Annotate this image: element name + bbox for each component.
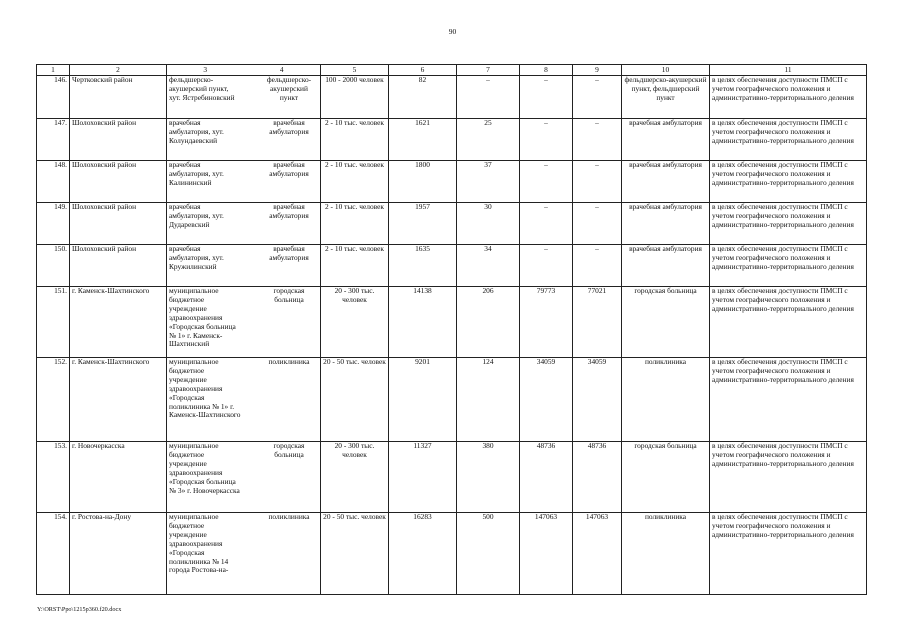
value-cell-6: 1957 xyxy=(389,203,457,245)
organization-name: фельдшерско-акушерский пункт, хут. Ястребиновский xyxy=(169,75,235,102)
value-cell-6: 1800 xyxy=(389,161,457,203)
purpose-cell: в целях обеспечения доступности ПМСП с учетом географического положения и административно-территориального деления xyxy=(710,76,867,119)
table-row xyxy=(37,203,867,245)
value-cell-7: 500 xyxy=(457,513,520,595)
population-range-cell: 2 - 10 тыс. человек xyxy=(321,161,389,203)
organization-type: поликлиника xyxy=(268,357,310,366)
value-cell-7: 34 xyxy=(457,245,520,287)
col-header-10: 10 xyxy=(622,65,710,76)
row-number-cell: 153. xyxy=(37,442,70,513)
facilities-table xyxy=(36,64,867,595)
value-cell-9: 48736 xyxy=(573,442,622,513)
value-cell-9: – xyxy=(573,119,622,161)
col-header-5: 5 xyxy=(321,65,389,76)
organization-cell xyxy=(167,76,321,119)
population-range-cell: 2 - 10 тыс. человек xyxy=(321,203,389,245)
district-cell: Шолоховский район xyxy=(70,203,167,245)
table-row xyxy=(37,161,867,203)
facility-type-cell: врачебная амбулатория xyxy=(622,119,710,161)
value-cell-9: – xyxy=(573,245,622,287)
organization-type: врачебная амбулатория xyxy=(269,118,309,136)
population-range-cell: 100 - 2000 человек xyxy=(321,76,389,119)
organization-type: городская больница xyxy=(273,286,305,304)
facility-type-cell: врачебная амбулатория xyxy=(622,161,710,203)
value-cell-8: 34059 xyxy=(520,358,573,442)
district-cell: г. Каменск-Шахтинского xyxy=(70,358,167,442)
col-header-11: 11 xyxy=(710,65,867,76)
table-row xyxy=(37,245,867,287)
organization-name: врачебная амбулатория, хут. Дударевский xyxy=(169,202,224,229)
value-cell-8: – xyxy=(520,203,573,245)
organization-type: фельдшерско-акушерский пункт xyxy=(266,75,312,102)
facility-type-cell: городская больница xyxy=(622,442,710,513)
col-header-7: 7 xyxy=(457,65,520,76)
purpose-cell: в целях обеспечения доступности ПМСП с учетом географического положения и административно-территориального деления xyxy=(710,161,867,203)
row-number-cell: 147. xyxy=(37,119,70,161)
purpose-cell: в целях обеспечения доступности ПМСП с учетом географического положения и административно-территориального деления xyxy=(710,442,867,513)
value-cell-6: 14138 xyxy=(389,287,457,358)
value-cell-8: 48736 xyxy=(520,442,573,513)
population-range-cell: 2 - 10 тыс. человек xyxy=(321,119,389,161)
value-cell-6: 11327 xyxy=(389,442,457,513)
purpose-cell: в целях обеспечения доступности ПМСП с учетом географического положения и административно-территориального деления xyxy=(710,245,867,287)
organization-name: врачебная амбулатория, хут. Кружилинский xyxy=(169,244,224,271)
population-range-cell: 20 - 300 тыс. человек xyxy=(321,442,389,513)
value-cell-6: 16283 xyxy=(389,513,457,595)
row-number-cell: 146. xyxy=(37,76,70,119)
row-number-cell: 148. xyxy=(37,161,70,203)
organization-type: врачебная амбулатория xyxy=(269,244,309,262)
value-cell-9: – xyxy=(573,203,622,245)
row-number-cell: 149. xyxy=(37,203,70,245)
organization-type: врачебная амбулатория xyxy=(269,202,309,220)
organization-name: муниципальное бюджетное учреждение здравоохранения «Городская больница № 3» г. Новочеркасска xyxy=(169,441,240,495)
district-cell: г. Ростова-на-Дону xyxy=(70,513,167,595)
value-cell-7: 380 xyxy=(457,442,520,513)
table-row xyxy=(37,513,867,595)
value-cell-7: 206 xyxy=(457,287,520,358)
value-cell-6: 1635 xyxy=(389,245,457,287)
population-range-cell: 2 - 10 тыс. человек xyxy=(321,245,389,287)
table-row xyxy=(37,358,867,442)
organization-cell xyxy=(167,203,321,245)
organization-name: врачебная амбулатория, хут. Калининский xyxy=(169,160,224,187)
district-cell: Чертковский район xyxy=(70,76,167,119)
value-cell-7: – xyxy=(457,76,520,119)
table-row xyxy=(37,287,867,358)
organization-name: муниципальное бюджетное учреждение здравоохранения «Городская поликлиника № 14 города Ростова-на- xyxy=(169,512,229,575)
organization-cell xyxy=(167,119,321,161)
organization-cell xyxy=(167,287,321,358)
table-row xyxy=(37,119,867,161)
table-row xyxy=(37,442,867,513)
organization-type: городская больница xyxy=(273,441,305,459)
value-cell-7: 30 xyxy=(457,203,520,245)
district-cell: Шолоховский район xyxy=(70,119,167,161)
facility-type-cell: поликлиника xyxy=(622,358,710,442)
purpose-cell: в целях обеспечения доступности ПМСП с учетом географического положения и административно-территориального деления xyxy=(710,358,867,442)
organization-cell xyxy=(167,513,321,595)
population-range-cell: 20 - 50 тыс. человек xyxy=(321,513,389,595)
purpose-cell: в целях обеспечения доступности ПМСП с учетом географического положения и административно-территориального деления xyxy=(710,119,867,161)
facility-type-cell: врачебная амбулатория xyxy=(622,245,710,287)
col-header-1: 1 xyxy=(37,65,70,76)
organization-cell xyxy=(167,442,321,513)
organization-type: поликлиника xyxy=(268,512,310,521)
district-cell: Шолоховский район xyxy=(70,161,167,203)
organization-cell xyxy=(167,245,321,287)
value-cell-9: – xyxy=(573,161,622,203)
value-cell-7: 124 xyxy=(457,358,520,442)
row-number-cell: 151. xyxy=(37,287,70,358)
value-cell-8: – xyxy=(520,245,573,287)
facility-type-cell: врачебная амбулатория xyxy=(622,203,710,245)
row-number-cell: 154. xyxy=(37,513,70,595)
value-cell-6: 1621 xyxy=(389,119,457,161)
organization-cell xyxy=(167,161,321,203)
column-header-row xyxy=(37,65,867,76)
organization-type: врачебная амбулатория xyxy=(269,160,309,178)
value-cell-8: 147063 xyxy=(520,513,573,595)
value-cell-9: 77021 xyxy=(573,287,622,358)
value-cell-8: – xyxy=(520,119,573,161)
organization-name: муниципальное бюджетное учреждение здравоохранения «Городская поликлиника № 1» г. Каменск-Шахтинского xyxy=(169,357,241,420)
col-header-2: 2 xyxy=(70,65,167,76)
population-range-cell: 20 - 300 тыс. человек xyxy=(321,287,389,358)
value-cell-6: 9201 xyxy=(389,358,457,442)
value-cell-7: 25 xyxy=(457,119,520,161)
value-cell-6: 82 xyxy=(389,76,457,119)
col-header-3-4 xyxy=(167,65,321,76)
purpose-cell: в целях обеспечения доступности ПМСП с учетом географического положения и административно-территориального деления xyxy=(710,287,867,358)
page-number: 90 xyxy=(448,27,457,36)
facility-type-cell: городская больница xyxy=(622,287,710,358)
district-cell: г. Новочеркасска xyxy=(70,442,167,513)
col-header-8: 8 xyxy=(520,65,573,76)
value-cell-8: – xyxy=(520,161,573,203)
organization-cell xyxy=(167,358,321,442)
col-header-9: 9 xyxy=(573,65,622,76)
table-row xyxy=(37,76,867,119)
row-number-cell: 152. xyxy=(37,358,70,442)
district-cell: г. Каменск-Шахтинского xyxy=(70,287,167,358)
organization-name: врачебная амбулатория, хут. Колундаевский xyxy=(169,118,224,145)
facility-type-cell: поликлиника xyxy=(622,513,710,595)
facility-type-cell: фельдшерско-акушерский пункт, фельдшерский пункт xyxy=(622,76,710,119)
col-header-4: 4 xyxy=(279,65,284,74)
value-cell-8: 79773 xyxy=(520,287,573,358)
value-cell-9: 147063 xyxy=(573,513,622,595)
population-range-cell: 20 - 50 тыс. человек xyxy=(321,358,389,442)
organization-name: муниципальное бюджетное учреждение здравоохранения «Городская больница № 1» г. Каменск-Шахтинский xyxy=(169,286,236,349)
purpose-cell: в целях обеспечения доступности ПМСП с учетом географического положения и административно-территориального деления xyxy=(710,203,867,245)
row-number-cell: 150. xyxy=(37,245,70,287)
footer-file-path: Y:\ORST\Ppo\1215p360.f20.docx xyxy=(37,606,122,613)
district-cell: Шолоховский район xyxy=(70,245,167,287)
value-cell-8: – xyxy=(520,76,573,119)
value-cell-9: – xyxy=(573,76,622,119)
value-cell-7: 37 xyxy=(457,161,520,203)
value-cell-9: 34059 xyxy=(573,358,622,442)
col-header-6: 6 xyxy=(389,65,457,76)
col-header-3: 3 xyxy=(203,65,208,74)
purpose-cell: в целях обеспечения доступности ПМСП с учетом географического положения и административно-территориального деления xyxy=(710,513,867,595)
